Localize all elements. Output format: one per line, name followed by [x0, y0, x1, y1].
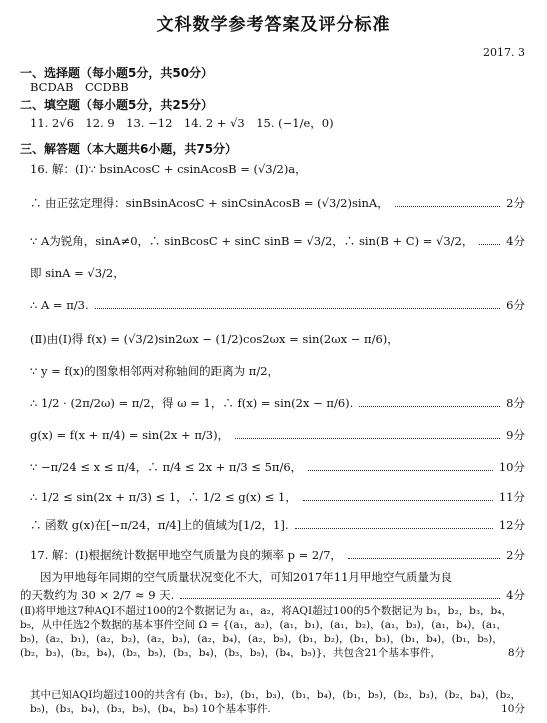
q16-line-3-text: ∵ A为锐角，sinA≠0，∴ sinBcosC + sinC sinB = √3/2，∴ sin(B + C) = √3/2，	[30, 234, 474, 248]
document-title: 文科数学参考答案及评分标准	[156, 15, 391, 35]
score-6: 6分	[506, 298, 525, 312]
q16-line-12	[30, 518, 525, 532]
section-fill-heading: 二、填空题（每小题5分，共25分）	[20, 98, 214, 112]
score-11: 11分	[498, 490, 525, 504]
leader-dots	[308, 470, 493, 471]
leader-dots	[295, 528, 493, 529]
leader-dots	[359, 406, 500, 407]
q17-paragraph-4-text: (Ⅱ)将甲地这7种AQI不超过100的2个数据记为 a₁，a₂，将AQI超过100的5个数据记为 b₁，b₂，b₃，b₄，b₅，从中任选2个数据的基本事件空间 Ω = {(a₁，a₂)，(a₁，b₁)，(a₁，b₂)，(a₁，b₃)，(a₁，b₄)，(a₁，b₅)，(a₂，b₁)，(a₂，b₂)，(a₂，b₃)，(a₂，b₄)，(a₂，b₅)，(b₁，b₂)，(b₁，b₃)，(b₁，b₄)，(b₁，b₅)，(b₂，b₃)，(b₂，b₄)，(b₂，b₅)，(b₃，b₄)，(b₃，b₅)，(b₄，b₅)}，共包含21个基本事件，	[20, 605, 512, 659]
q16-line-5	[30, 298, 525, 312]
q16-line-3	[30, 234, 525, 248]
q17-line-1-text: 17. 解：(Ⅰ)根据统计数据甲地空气质量为良的频率 p = 2/7，	[30, 548, 342, 562]
score-8: 8分	[506, 396, 525, 410]
q16-line-9	[30, 428, 525, 442]
q17-line-2: 因为甲地每年同期的空气质量状况变化不大，可知2017年11月甲地空气质量为良	[40, 570, 452, 584]
q17-paragraph-5-text: 其中已知AQI均超过100的共含有 (b₁，b₂)，(b₁，b₃)，(b₁，b₄)，(b₁，b₅)，(b₂，b₃)，(b₂，b₄)，(b₂，b₅)，(b₃，b₄)，(b₃，b₅)，(b₄，b₅) 10个基本事件.	[30, 689, 522, 715]
leader-dots	[180, 598, 500, 599]
section-choice-heading: 一、选择题（每小题5分，共50分）	[20, 66, 214, 80]
score-4: 4分	[506, 588, 525, 602]
document-date: 2017. 3	[483, 46, 525, 59]
score-8: 8分	[507, 647, 525, 659]
q16-line-11	[30, 490, 525, 504]
q16-line-8-text: ∴ 1/2 · (2π/2ω) = π/2，得 ω = 1，∴ f(x) = sin(2x − π/6).	[30, 396, 354, 410]
choice-answers: BCDAB CCDBB	[30, 80, 129, 94]
q16-line-10-text: ∵ −π/24 ≤ x ≤ π/4，∴ π/4 ≤ 2x + π/3 ≤ 5π/6，	[30, 460, 303, 474]
score-10: 10分	[501, 703, 525, 715]
q16-line-5-text: ∴ A = π/3.	[30, 298, 89, 312]
q16-line-10	[30, 460, 525, 474]
q16-line-2	[30, 196, 525, 210]
leader-dots	[95, 308, 501, 309]
leader-dots	[395, 206, 500, 207]
score-2: 2分	[506, 196, 525, 210]
leader-dots	[235, 438, 500, 439]
q16-line-2-text: ∴ 由正弦定理得：sinBsinAcosC + sinCsinAcosB = (√3/2)sinA，	[30, 196, 389, 210]
q16-line-8	[30, 396, 525, 410]
score-2: 2分	[506, 548, 525, 562]
score-12: 12分	[498, 518, 525, 532]
q17-line-3-text: 的天数约为 30 × 2/7 ≈ 9 天.	[20, 588, 175, 602]
q16-line-7: ∵ y = f(x)的图象相邻两对称轴间的距离为 π/2，	[30, 364, 280, 378]
q17-paragraph-5	[20, 688, 525, 716]
score-10: 10分	[498, 460, 525, 474]
q16-line-4: 即 sinA = √3/2，	[30, 266, 125, 280]
leader-dots	[348, 558, 500, 559]
q16-line-1: 16. 解：(Ⅰ)∵ bsinAcosC + csinAcosB = (√3/2)a，	[30, 162, 307, 176]
q17-line-3	[20, 588, 525, 602]
q16-line-12-text: ∴ 函数 g(x)在[−π/24，π/4]上的值域为[1/2，1].	[30, 518, 289, 532]
leader-dots	[303, 500, 493, 501]
q17-line-1	[30, 548, 525, 562]
fill-answers: 11. 2√6 12. 9 13. −12 14. 2 + √3 15. (−1/e，0)	[30, 116, 334, 130]
section-solution-heading: 三、解答题（本大题共6小题，共75分）	[20, 142, 238, 156]
score-9: 9分	[506, 428, 525, 442]
q16-line-11-text: ∴ 1/2 ≤ sin(2x + π/3) ≤ 1，∴ 1/2 ≤ g(x) ≤ 1，	[30, 490, 297, 504]
q17-paragraph-4	[20, 604, 525, 660]
q16-line-6: (Ⅱ)由(Ⅰ)得 f(x) = (√3/2)sin2ωx − (1/2)cos2ωx = sin(2ωx − π/6)，	[30, 332, 399, 346]
q16-line-9-text: g(x) = f(x + π/4) = sin(2x + π/3)，	[30, 428, 230, 442]
score-4: 4分	[506, 234, 525, 248]
leader-dots	[479, 244, 500, 245]
